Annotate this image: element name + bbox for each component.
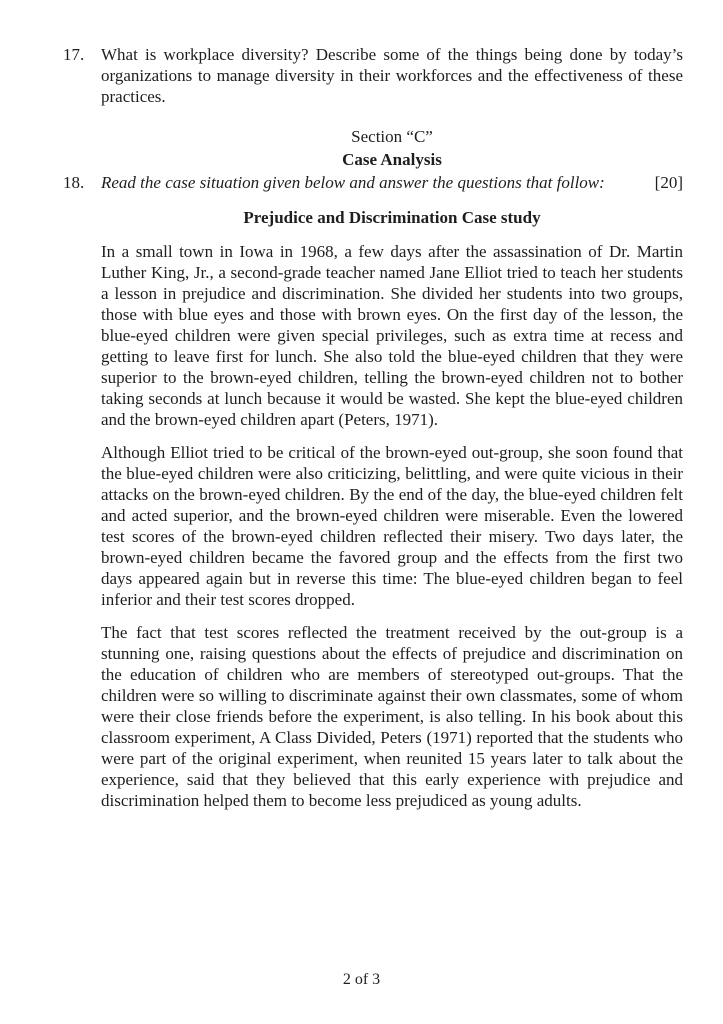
page-number-indicator: 2 of 3 xyxy=(342,971,381,988)
question-17-text: What is workplace diversity? Describe some of the things being done by today’s organizations to manage diversity in their workforces and the effectiveness of these practices. xyxy=(101,45,683,106)
question-18-marks: [20] xyxy=(654,173,683,192)
case-study-paragraph-3: The fact that test scores reflected the treatment received by the out-group is a stunning one, raising questions about the effects of prejudice and discrimination on the education of children who are members of stereotyped out-groups. That the children were so willing to discriminate against their own classmates, some of whom were their close friends before the experiment, is also telling. In his book about this classroom experiment, A Class Divided, Peters (1971) reported that the students who were part of the original experiment, when reunited 15 years later to talk about the experience, said that they believed that this early experience with prejudice and discrimination helped them to become less prejudiced as young adults. xyxy=(101,623,683,810)
case-study-title: Prejudice and Discrimination Case study xyxy=(243,208,541,227)
section-subheading: Case Analysis xyxy=(342,150,442,169)
question-18-text: Read the case situation given below and answer the questions that follow: xyxy=(101,173,605,192)
question-18-line xyxy=(101,172,683,193)
question-17-number: 17. xyxy=(63,45,85,64)
case-study-paragraph-1: In a small town in Iowa in 1968, a few days after the assassination of Dr. Martin Luther King, Jr., a second-grade teacher named Jane Elliot tried to teach her students a lesson in prejudice and discrimination. She divided her students into two groups, those with blue eyes and those with brown eyes. On the first day of the lesson, the blue-eyed children were given special privileges, such as extra time at recess and getting to leave first for lunch. She also told the blue-eyed children that they were superior to the brown-eyed children, telling the brown-eyed children not to bother taking seconds at lunch because it would be wasted. She kept the blue-eyed children and the brown-eyed children apart (Peters, 1971). xyxy=(101,242,683,429)
section-heading: Section “C” xyxy=(351,127,433,146)
case-study-paragraph-2: Although Elliot tried to be critical of the brown-eyed out-group, she soon found that the blue-eyed children were also criticizing, belittling, and were quite vicious in their attacks on the brown-eyed children. By the end of the day, the blue-eyed children felt and acted superior, and the brown-eyed children were miserable. Even the lowered test scores of the brown-eyed children reflected their misery. Two days later, the brown-eyed children became the favored group and the effects from the first two days appeared again but in reverse this time: The blue-eyed children began to feel inferior and their test scores dropped. xyxy=(101,443,683,609)
case-study-body xyxy=(101,241,683,811)
question-18-number: 18. xyxy=(63,173,85,192)
question-18 xyxy=(63,172,683,193)
question-17 xyxy=(63,44,683,107)
